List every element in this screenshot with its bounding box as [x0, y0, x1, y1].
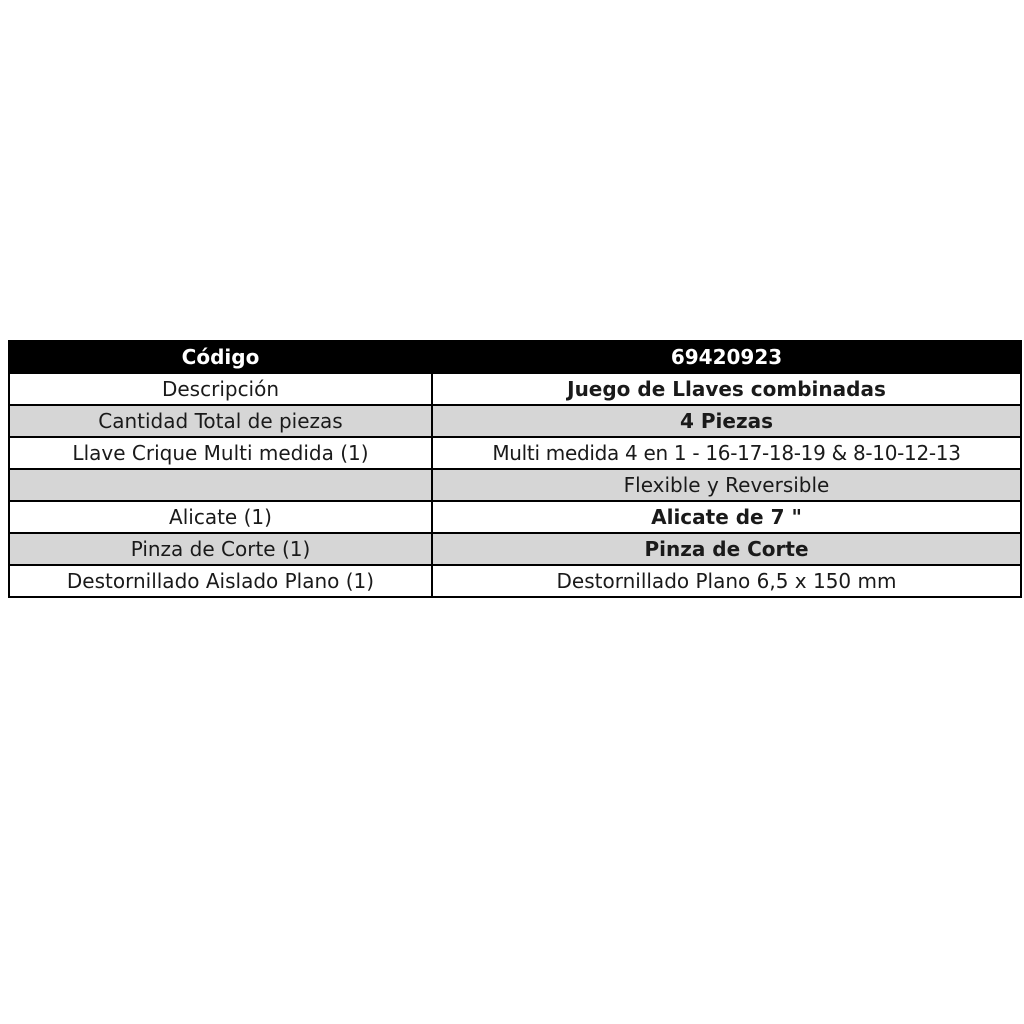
row-label: Destornillado Aislado Plano (1)	[9, 565, 432, 597]
row-value: Destornillado Plano 6,5 x 150 mm	[432, 565, 1021, 597]
row-value: Pinza de Corte	[432, 533, 1021, 565]
row-value: 4 Piezas	[432, 405, 1021, 437]
row-label: Descripción	[9, 373, 432, 405]
table-row	[9, 565, 1021, 597]
row-value: Juego de Llaves combinadas	[432, 373, 1021, 405]
table-row	[9, 501, 1021, 533]
table-row	[9, 469, 1021, 501]
row-label	[9, 469, 432, 501]
row-value: Flexible y Reversible	[432, 469, 1021, 501]
spec-table	[8, 340, 1022, 598]
header-value: 69420923	[432, 341, 1021, 373]
row-label: Cantidad Total de piezas	[9, 405, 432, 437]
table-row	[9, 373, 1021, 405]
row-value: Multi medida 4 en 1 - 16-17-18-19 & 8-10-12-13	[432, 437, 1021, 469]
row-label: Llave Crique Multi medida (1)	[9, 437, 432, 469]
row-value: Alicate de 7 "	[432, 501, 1021, 533]
row-label: Alicate (1)	[9, 501, 432, 533]
row-label: Pinza de Corte (1)	[9, 533, 432, 565]
table-row	[9, 533, 1021, 565]
table-row	[9, 405, 1021, 437]
header-label: Código	[9, 341, 432, 373]
table-row	[9, 437, 1021, 469]
table-header-row	[9, 341, 1021, 373]
